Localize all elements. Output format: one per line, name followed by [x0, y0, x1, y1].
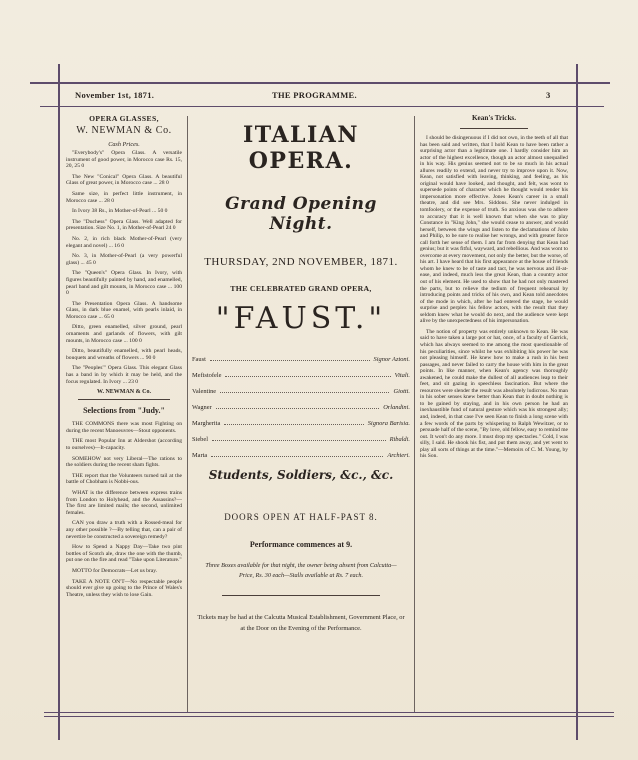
selection-paragraph: THE COMMONS there was most Fighting on during the recent Manoeuvres—Stout opponents.: [66, 421, 182, 434]
leader-dots: [212, 439, 386, 441]
cast-list: [192, 356, 410, 459]
selection-paragraph: WHAT is the difference between express trains from London to Holyhead, and the Assassins?—The first are limited mails; the second, unlimited females.: [66, 489, 182, 516]
cast-actor: Signor Aztoni.: [373, 356, 410, 363]
cast-actor: Giotti.: [393, 388, 410, 395]
cast-row: [192, 420, 410, 427]
keans-paragraph: I should be disingenuous if I did not own, in the teeth of all that has been said and written, that I hold Kean to have been rather a surprising actor than a legitimate one. I hardly consider him an actor of the highest excellence, though an actor almost unequalled in his way. His genius seemed not to be so much in his actual allures readily to extend, and never try to improve upon it. Now, Kean, not satisfied with leaving, thinking, and feeling, as his original would have looked, and thought, and felt, was wont to supersede points of character which he thought would render his impersonation more effective. Jones Kean's career in a small theatre, and did see Mrs. Siddons. She never indulged in tomfoolery, or the expense of truth. So anxious was she to adhere to accuracy that it is well known that when she was to play Constance in "King John," she would cease to answer, and would herself, between the wings and listen to the declamations of John and Philip, to be sure to realise her wrongs, and with greater force call forth her sense of them. I am far from denying that Kean had genius; but it was fitful, wayward, and rebellious. And was wont to overcome at every movement, not only the better, but the worse, of his art. I have heard that his first appearance at the house of friends whom he knew to be of taste and tact, he was nervous and ill-at-ease, and indeed, much less the great Kean, than a country actor out of his element. He used to show that he had not only mastered the parts, but to relieve the tedium of frequent rehearsal by introducing points and tricks of his own, and Kean told anecdotes of the mode in which, after he had entered the stage, he would surprise and perplex his fellow actors, with the result that they seldom knew what he would do next, and the audience were kept alive by the unexpectedness of his impersonation.: [420, 135, 568, 325]
header-date: November 1st, 1871.: [75, 90, 155, 100]
cast-row: [192, 436, 410, 443]
cast-actor: Ribaldi.: [389, 436, 410, 443]
ad-item: Same size, in perfect little instrument, in Morocco case ... 28 0: [66, 190, 182, 204]
col-divider-1: [187, 116, 188, 712]
selection-paragraph: How to Spend a Nappy Day—Take two pint bottles of Scotch ale, draw the one with the thumb, put one on the fire and read "Take upon Literature.": [66, 544, 182, 564]
page-number: 3: [546, 90, 551, 100]
keans-body: [420, 135, 568, 460]
middle-column: [192, 116, 410, 712]
performance-time: Performance commences at 9.: [249, 540, 353, 549]
cast-role: Valentine: [192, 388, 217, 395]
ad-title: OPERA GLASSES,: [89, 114, 159, 123]
cast-role: Siebel: [192, 436, 208, 443]
leader-dots: [224, 423, 363, 425]
header-title: THE PROGRAMME.: [272, 90, 357, 100]
bottom-rule-2: [44, 716, 614, 717]
cast-row: [192, 356, 410, 363]
cast-actor: Orlandini.: [383, 404, 410, 411]
performance-date: THURSDAY, 2ND NOVEMBER, 1871.: [204, 256, 398, 268]
leader-dots: [225, 375, 390, 377]
ad-item: In Ivory 38 Rs., in Mother-of-Pearl ... 50 0: [72, 208, 168, 215]
leader-dots: [211, 455, 383, 457]
opera-title: ITALIAN OPERA.: [243, 122, 359, 174]
ad-item: The "Duchess" Opera Glass. Well adapted for presentation. Size No. 1, in Mother-of-Pearl 24 0: [66, 218, 182, 232]
selection-paragraph: CAN you draw a truth with a Rossed-meal for any other possible ?—By telling that, can a pair of nevertire be constructed a sovereign remedy?: [66, 520, 182, 540]
cast-role: Mefistofele: [192, 372, 222, 379]
selection-paragraph: SOMEHOW not very Liberal—The rations to the soldiers during the recent sham fights.: [66, 455, 182, 469]
doors-open: DOORS OPEN AT HALF-PAST 8.: [224, 512, 378, 522]
ad-signoff: W. NEWMAN & Co.: [97, 389, 151, 396]
selection-paragraph: THE most Popular Inn at Aldershot (according to ourselves)—It-capacity.: [66, 438, 182, 451]
divider: [460, 128, 528, 129]
cast-role: Wagner: [192, 404, 212, 411]
ad-item: The New "Conical" Opera Glass. A beautiful Glass of great power, in Morocco case ... 28 0: [66, 173, 182, 187]
cast-role: Faust: [192, 356, 206, 363]
keans-paragraph: The notion of property was entirely unknown to Kean. He was said to have taken a large pot or hat, once, of a faculty of Garrick, which has always seemed to me among the most questionable of his peculiarities, since whilst he was exhibiting his power he was not pleasing himself. He knew how to make a rush in his best passages, and never failed to carry the house with him in the great points. In like manner, when Kean's agency was thoroughly awakened, he could make the dullest of all audiences leap to their feet, and sit gazing in speechless fascination. But where the resources were slender the result was absolutely ludicrous. No man in his sober senses knew better than Kean that in doubt nothing is to be gained by staying, and in his own person he had an inexhaustible fund of natural gesture which was his strongest ally; and, indeed, in that case I've seen Kean to finish a long scene with a few words of the parts by whispering to Ralph Wewitzer, or to persuade half of the scene, "By love, old fellow, easy to remind me out. It won't do any more. I must drop my spectacles." Cold, I was silly, I said. He shook his fist, and put them away, and yet went to play all sorts of things at the time."—Memoirs of C. M. Young, by his Son.: [420, 328, 568, 460]
divider: [78, 399, 170, 400]
tickets-note: Tickets may be had at the Calcutta Musical Establishment, Government Place, or at the Door on the Evening of the Performance.: [197, 614, 405, 632]
divider: [222, 595, 380, 596]
ad-firm: W. NEWMAN & Co.: [76, 125, 172, 136]
top-rule: [30, 82, 610, 84]
cast-role: Marta: [192, 452, 208, 459]
cast-row: [192, 452, 410, 459]
boxes-note: Three Boxes available for that night, the owner being absent from Calcutta—Price, Rs. 30 each—Stalls available at Rs. 7 each.: [205, 562, 397, 579]
ad-item: "Everybody's" Opera Glass. A versatile instrument of good power, in Morocco case Rs. 15, 20, 25 0: [66, 150, 182, 170]
ad-items: [66, 150, 182, 385]
cast-actor: Signora Barisia.: [367, 420, 410, 427]
ad-item: Ditto, beautifully enamelled, with pearl heads, bouquets and wreaths of flowers ... 90 0: [66, 348, 182, 361]
chorus-line: Students, Soldiers, &c., &c.: [208, 468, 394, 482]
cast-actor: Archieri.: [387, 452, 410, 459]
ad-item: No. 2, in rich black Mother-of-Pearl (very elegant and novel) ... 16 0: [66, 235, 182, 249]
leader-dots: [216, 407, 379, 409]
selections-body: [66, 421, 182, 598]
keans-tricks-title: Kean's Tricks.: [471, 114, 517, 122]
cast-row: [192, 388, 410, 395]
selection-paragraph: MOTTO for Democrats—Let us bray.: [72, 567, 158, 574]
ad-item: No. 3, in Mother-of-Pearl (a very powerful glass) ... 45 0: [66, 253, 182, 266]
leader-dots: [220, 391, 389, 393]
celebrated-line: THE CELEBRATED GRAND OPERA,: [230, 284, 372, 293]
cast-actor: Vitali.: [394, 372, 410, 379]
left-column: [66, 114, 182, 710]
left-border: [58, 64, 60, 740]
right-border: [576, 64, 578, 740]
header-rule: [40, 106, 604, 107]
ad-item: The Presentation Opera Glass. A handsome Glass, in dark blue enamel, with pearls inlaid, in Morocco case ... 65 0: [66, 300, 182, 320]
cast-row: [192, 404, 410, 411]
ad-item: The "Queen's" Opera Glass. In Ivory, with figures beautifully painted by hand, and enamelled, pearl band and gilt mounts, in Morocco case ... 100 0: [66, 270, 182, 297]
bottom-rule: [44, 712, 614, 713]
ad-item: The "Peoples'" Opera Glass. This elegant Glass has a band in by which it may be held, and the focus regulated. In Ivory ... 23 0: [66, 365, 182, 385]
cast-role: Margherita: [192, 420, 221, 427]
cash-prices: Cash Prices.: [108, 141, 140, 148]
cast-row: [192, 372, 410, 379]
selection-paragraph: TAKE A NOTE ON'T—No respectable people should ever give up going to the Prince of Wales's Theatre, unless they wish to lose Gain.: [66, 578, 182, 598]
opening-night: Grand Opening Night.: [225, 194, 377, 234]
opera-name: "FAUST.": [215, 301, 387, 336]
leader-dots: [210, 359, 370, 361]
ad-item: Ditto, green enamelled, silver ground, pearl ornaments and garlands of flowers, with gilt mounts, in Morocco case ... 100 0: [66, 324, 182, 344]
selections-title: Selections from "Judy.": [83, 406, 165, 416]
right-column: [420, 114, 568, 710]
col-divider-2: [414, 116, 415, 712]
selection-paragraph: THE report that the Volunteers turned tail at the battle of Chobham is Nobbi-ous.: [66, 472, 182, 486]
